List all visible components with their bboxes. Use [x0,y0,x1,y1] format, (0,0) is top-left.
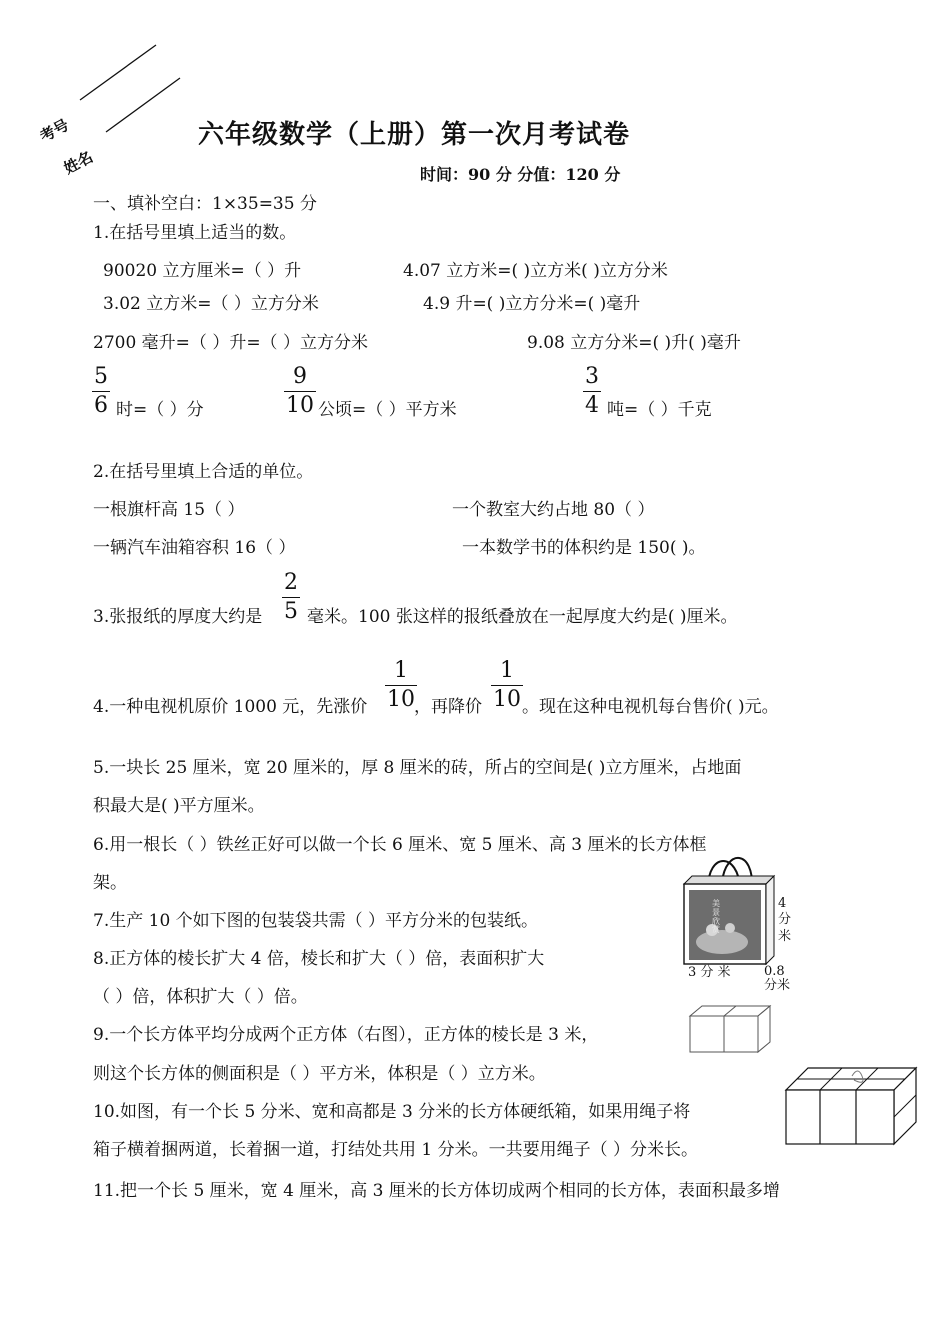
q7-line: 7.生产 10 个如下图的包装袋共需（ ）平方分米的包装纸。 [93,911,539,931]
q5-line1: 5.一块长 25 厘米，宽 20 厘米的，厚 8 厘米的砖，所占的空间是( )立方厘米，占地面 [93,758,742,778]
q5-line2: 积最大是( )平方厘米。 [93,796,265,816]
q1-frac1-text: 时=（ ）分 [116,400,204,420]
fraction-1-10-b: $\frac{1}{10}$ [493,658,521,712]
q11-line: 11.把一个长 5 厘米，宽 4 厘米，高 3 厘米的长方体切成两个相同的长方体，表面积最多增 [93,1181,780,1201]
q1-row2-b: 4.9 升=( )立方分米=( )毫升 [423,294,641,314]
q2-b: 一个教室大约占地 80（ ） [452,500,655,520]
q10-line2: 箱子横着捆两道，长着捆一道，打结处共用 1 分米。一共要用绳子（ ）分米长。 [93,1140,699,1160]
q1-row3-a: 2700 毫升=（ ）升=（ ）立方分米 [93,333,368,353]
exam-info: 时间：90 分 分值：120 分 [420,165,621,184]
q2-stem: 2.在括号里填上合适的单位。 [93,462,314,482]
q3-post: 毫米。100 张这样的报纸叠放在一起厚度大约是( )厘米。 [307,607,738,627]
fraction-5-6: $\frac{5}{6}$ [94,364,108,418]
q2-d: 一本数学书的体积约是 150( )。 [462,538,706,558]
fraction-3-4: $\frac{3}{4}$ [585,364,599,418]
fraction-9-10: $\frac{9}{10}$ [286,364,314,418]
two-cubes-figure [686,1002,786,1062]
bag-picture-text: 美 景 欣 赏 [712,899,720,935]
tied-box-figure [782,1060,922,1150]
q4-mid: ，再降价 [414,697,482,717]
fraction-2-5: $\frac{2}{5}$ [284,570,298,624]
side-lines [70,40,270,190]
q2-a: 一根旗杆高 15（ ） [93,500,245,520]
q4-post: 。现在这种电视机每台售价( )元。 [522,697,779,717]
bag-height-label: 4 分 米 [778,896,792,944]
q8-line2: （ ）倍，体积扩大（ ）倍。 [93,987,308,1007]
q4-pre: 4.一种电视机原价 1000 元，先涨价 [93,697,368,717]
q1-stem: 1.在括号里填上适当的数。 [93,223,297,243]
q1-frac3-text: 吨=（ ）千克 [607,400,712,420]
q1-frac2-text: 公顷=（ ）平方米 [318,400,457,420]
q1-row3-b: 9.08 立方分米=( )升( )毫升 [527,333,741,353]
section-heading: 一、填补空白：1×35=35 分 [93,194,317,214]
q3-pre: 3.张报纸的厚度大约是 [93,607,263,627]
fraction-1-10-a: $\frac{1}{10}$ [387,658,415,712]
q1-row1-b: 4.07 立方米=( )立方米( )立方分米 [403,261,668,281]
name-label: 姓名 [60,147,96,178]
bag-width-label: 3 分 米 [688,965,731,980]
q9-line1: 9.一个长方体平均分成两个正方体（右图），正方体的棱长是 3 米， [93,1025,599,1045]
q6-line1: 6.用一根长（ ）铁丝正好可以做一个长 6 厘米、宽 5 厘米、高 3 厘米的长方体框 [93,835,707,855]
q6-line2: 架。 [93,873,127,893]
q2-c: 一辆汽车油箱容积 16（ ） [93,538,296,558]
q1-row2-a: 3.02 立方米=（ ）立方分米 [103,294,319,314]
exam-no-label: 考号 [36,115,72,146]
q1-row1-a: 90020 立方厘米=（ ）升 [103,261,302,281]
q9-line2: 则这个长方体的侧面积是（ ）平方米，体积是（ ）立方米。 [93,1064,546,1084]
page-title: 六年级数学（上册）第一次月考试卷 [198,120,631,150]
q8-line1: 8.正方体的棱长扩大 4 倍，棱长和扩大（ ）倍，表面积扩大 [93,949,545,969]
bag-depth-label: 0.8 分米 [764,964,791,993]
q10-line1: 10.如图，有一个长 5 分米、宽和高都是 3 分米的长方体硬纸箱，如果用绳子将 [93,1102,691,1122]
